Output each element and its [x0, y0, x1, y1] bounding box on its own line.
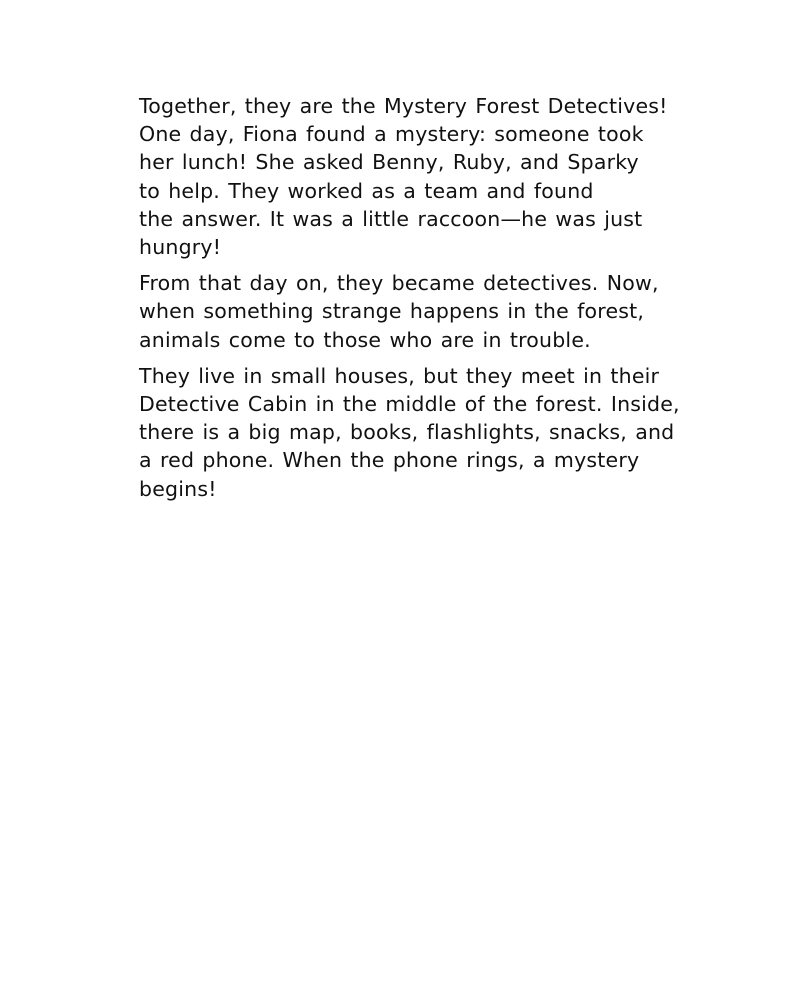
text-line: From that day on, they became detectives. Now,	[139, 271, 659, 296]
text-line: to help. They worked as a team and found	[139, 178, 594, 203]
paragraph-1	[139, 92, 719, 261]
paragraph-3	[139, 362, 719, 503]
story-text	[139, 92, 719, 511]
text-line: Together, they are the Mystery Forest Detectives!	[139, 94, 668, 118]
text-line: They live in small houses, but they meet in their	[139, 363, 660, 388]
text-line: begins!	[139, 476, 217, 501]
text-line: there is a big map, books, flashlights, snacks, and	[139, 420, 675, 445]
text-line: when something strange happens in the forest,	[139, 299, 645, 324]
text-line: her lunch! She asked Benny, Ruby, and Sparky	[139, 150, 639, 175]
paragraph-2	[139, 269, 719, 354]
text-line: Detective Cabin in the middle of the forest. Inside,	[139, 392, 680, 417]
text-line: the answer. It was a little raccoon—he was just	[139, 206, 643, 231]
text-line: a red phone. When the phone rings, a mystery	[139, 448, 640, 473]
text-line: animals come to those who are in trouble.	[139, 327, 591, 352]
text-line: One day, Fiona found a mystery: someone took	[139, 122, 644, 147]
text-line: hungry!	[139, 235, 222, 260]
